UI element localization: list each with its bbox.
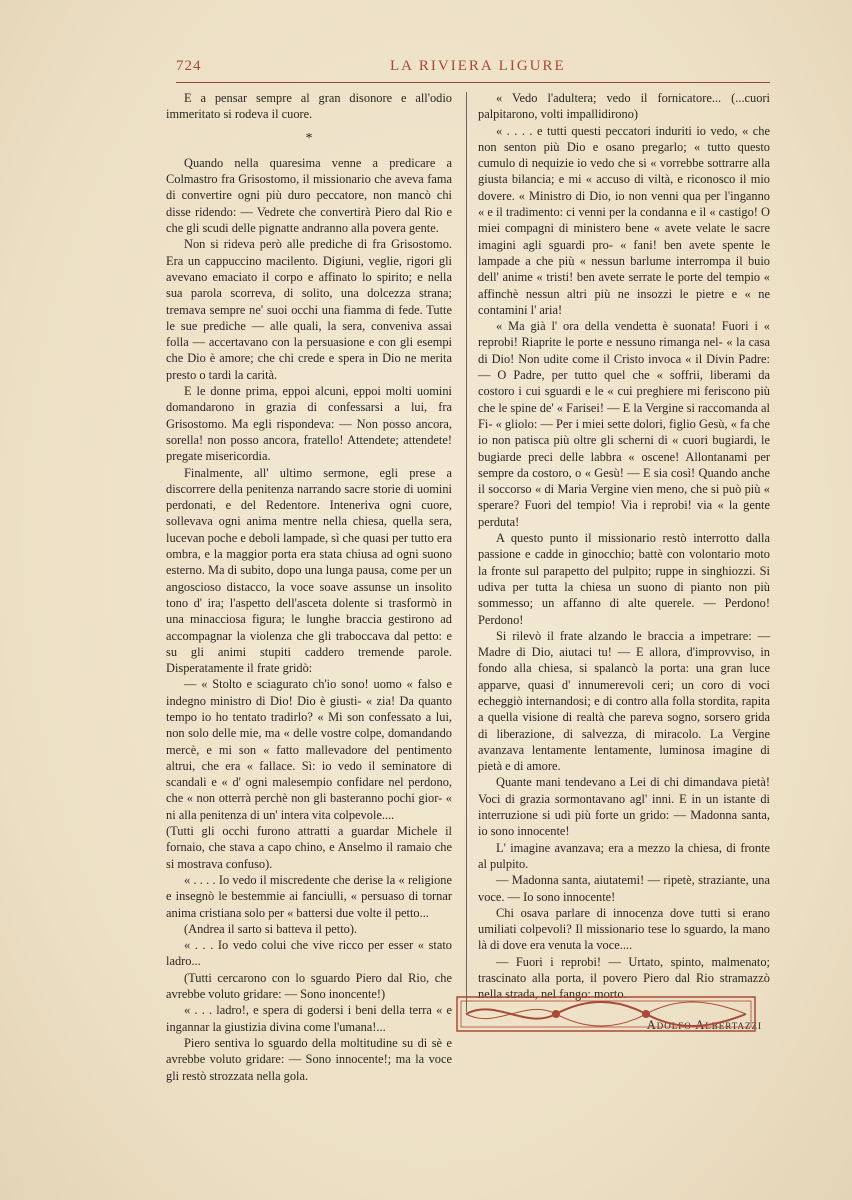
paragraph: L' imagine avanzava; era a mezzo la chiesa, di fronte al pulpito. <box>478 840 770 871</box>
paragraph: Si rilevò il frate alzando le braccia a impetrare: — Madre di Dio, aiutaci tu! — E allora, d'improvviso, in fondo alla chiesa, si spalancò la porta: una gran luce apparve, quasi d' innumerevoli ceri; un coro di voci echeggiò internandosi; e di contro alla folla stordita, rapita a quella visione di realtà che pareva sogno, sorsero grida di liberazione, di salvezza, di miracolo. La Vergine avanzava lentamente lentamente, luminosa imagine di pietà e di amore. <box>478 628 770 774</box>
quote-paragraph: « Ma già l' ora della vendetta è suonata! Fuori i « reprobi! Riaprite le porte e nessuno rimanga nel- « la casa di Dio! Non udite come il Cristo invoca « il Divin Padre: — O Padre, per tutto quel che « soffrii, liberami da costoro i cui sguardi e le « cui preghiere mi feriscono più che le spine de' « Farisei! — E la Vergine si raccomanda al Fi- « gliolo: — Per i miei sette dolori, figlio Gesù, « fa che io non patisca più oltre gli scherni di « cuori bugiardi, le bugiarde preci delle labbra « oscene! Allontanami per sempre da costoro, o « Gesù! — E sia così! Quando anche il soccorso « di Maria Vergine vien meno, che si può più « sperare? Fuori del tempio! Via i reprobi! via « la gente perduta! <box>478 319 770 529</box>
paragraph: Quando nella quaresima venne a predicare a Colmastro fra Grisostomo, il missionario che aveva fama di convertire ogni più duro peccatore, non mancò chi disse ridendo: — Vedrete che convertirà Piero dal Rio e che gli scudi delle pignatte andranno alla povera gente. <box>166 155 452 236</box>
author-signature: Adolfo Albertazzi <box>646 1017 762 1032</box>
section-separator: * <box>305 130 313 146</box>
paragraph: — Madonna santa, aiutatemi! — ripetè, straziante, una voce. — Io sono innocente! <box>478 873 770 904</box>
quote-paragraph: « . . . ladro!, e spera di godersi i beni della terra « e ingannar la giustizia divina come l'umana!... <box>166 1003 452 1034</box>
running-title: LA RIVIERA LIGURE <box>390 58 566 74</box>
paragraph: A questo punto il missionario restò interrotto dalla passione e cadde in ginocchio; battè con volontario moto la fronte sul parapetto del pulpito; ruppe in singhiozzi. Si udiva per tutta la chiesa un suono di pianto non più sommesso; un affanno di alte querele. — Perdono! Perdono! <box>478 531 770 627</box>
page-number: 724 <box>176 58 202 74</box>
quote-paragraph: — « Stolto e sciagurato ch'io sono! uomo « falso e indegno ministro di Dio! Dio è giusti- « zia! Da quanto tempo io ho tentato tradirlo? « Mi son confessato a lui, non solo delle mie, ma « delle vostre colpe, domandando mercè, e mi son « fatto mallevadore del pentimento altrui, che era « fallace. Sì: io vedo il seminatore di scandali e « d' ogni malesempio confidare nel perdono, che « non otterrà perchè non gli basteranno pochi gior- « ni alla penitenza di un' intera vita colpevole.... <box>166 677 452 822</box>
paragraph: Quante mani tendevano a Lei di chi dimandava pietà! Voci di grazia sormontavano agl' inni. E in un istante di interruzione si udì più forte un grido: — Madonna santa, io sono innocente! <box>478 775 770 839</box>
paragraph: Chi osava parlare di innocenza dove tutti si erano umiliati colpevoli? Il missionario tese lo sguardo, la mano là di dove era venuta la voce.... <box>478 905 770 953</box>
paragraph: (Tutti gli occhi furono attratti a guardar Michele il fornaio, che stava a capo chino, e Anselmo il ramaio che si mostrava confuso). <box>166 824 452 871</box>
paragraph: Piero sentiva lo sguardo della moltitudine su di sè e avrebbe voluto gridare: — Sono innocente!; ma la voce gli restò strozzata nella gola. <box>166 1035 452 1083</box>
left-column <box>166 90 452 1084</box>
quote-paragraph: « . . . . e tutti questi peccatori induriti io vedo, « che non senton più Dio e osano pregarlo; « tutto questo cumulo di nequizie io vedo che si « vorrebbe sottrarre alla giusta bilancia; e mi « accuso di viltà, e riconosco il mio dovere. « Ministro di Dio, io non venni qua per l'inganno « e il tradimento: ci venni per la condanna e il « castigo! O miei compagni di ministero bene « avete velate le sacre imagini agli sguardi pro- « fani! ben avete spente le lampade a che più « nessun barlume interrompa il buio dell' anime « tristi! ben avete serrate le porte del tempio « affinchè nessun altri più ne insozzi le pietre e « ne contamini l' aria! <box>478 123 770 317</box>
paragraph: E le donne prima, eppoi alcuni, eppoi molti uomini domandarono in grazia di confessarsi a lui, fra Grisostomo. Ma egli rispondeva: — Non posso ancora, sorella! non posso ancora, fratello! Attendete; attendete! pregate misericordia. <box>166 384 452 464</box>
right-column <box>478 90 770 1033</box>
quote-paragraph: « Vedo l'adultera; vedo il fornicatore... (...cuori palpitarono, volti impallidirono) <box>478 91 770 122</box>
quote-paragraph: « . . . Io vedo colui che vive ricco per esser « stato ladro... <box>166 938 452 969</box>
paragraph: E a pensar sempre al gran disonore e all'odio immeritato si rodeva il cuore. <box>166 91 452 122</box>
quote-paragraph: « . . . . Io vedo il miscredente che derise la « religione e insegnò le bestemmie ai fanciulli, « persuaso di tornar anima cristiana solo per « battersi due volte il petto... <box>166 872 452 920</box>
paragraph: — Fuori i reprobi! — Urtato, spinto, malmenato; trascinato alla porta, il povero Piero dal Rio stramazzò nella strada, nel fango: morto. <box>478 954 770 1002</box>
column-divider <box>466 92 467 1012</box>
page-header <box>170 58 770 80</box>
paragraph: (Andrea il sarto si batteva il petto). <box>184 921 358 936</box>
header-rule <box>176 82 770 83</box>
paragraph: Finalmente, all' ultimo sermone, egli prese a discorrere della penitenza narrando sacre storie di uomini perdonati, e del Redentore. Inteneriva ogni cuore, sollevava ogni anima mentre nella chiesa, quella sera, lucevan poche e deboli lampade, sì che quasi per tutto era ombra, e la maggior porta era stata chiusa ad ogni suono esterno. Ma di subito, dopo una lunga pausa, come per un angoscioso distacco, la voce soave assunse un insolito tono d' ira; l'aspetto dell'asceta dolente si trasformò in una minacciosa figura; le lunghe braccia gestirono ad accompagnar la violenza che gli traboccava dal petto: e su gli animi stupiti caddero tremende parole. Disperatamente il frate gridò: <box>166 465 452 676</box>
decorative-ornament <box>456 996 756 1032</box>
paragraph: (Tutti cercarono con lo sguardo Piero dal Rio, che avrebbe voluto gridare: — Sono inoncente!) <box>166 970 452 1002</box>
paragraph: Non si rideva però alle prediche di fra Grisostomo. Era un cappuccino macilento. Digiuni, veglie, rigori gli avevano emaciato il corpo e affinato lo spirito; e nella sua parola scorreva, di solito, una dolcezza strana; tremava sempre ne' suoi occhi una fiamma di fede. Tutte le sue prediche — alle quali, la sera, conveniva assai folla — accertavano con la persuasione e con gli esempi che Dio è amore; che chi crede e spera in Dio ne merita presto o tardi la carità. <box>166 237 452 382</box>
